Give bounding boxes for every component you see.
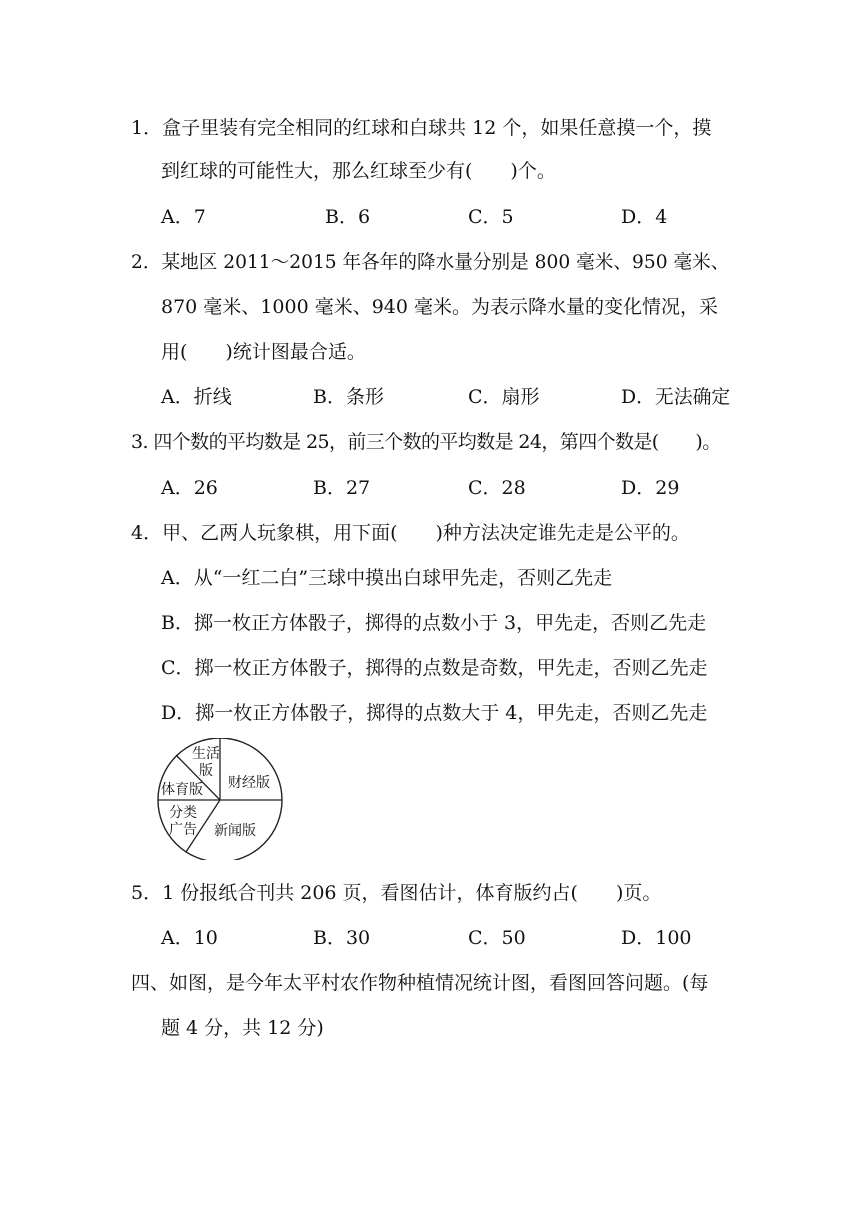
q3-option-c: C．28	[468, 477, 526, 499]
pie-label-news: 新闻版	[214, 823, 256, 839]
pie-label-life-2: 版	[199, 763, 213, 779]
newspaper-pie-figure	[156, 738, 286, 860]
q2-text-line2: 870 毫米、1000 毫米、940 毫米。为表示降水量的变化情况，采	[161, 296, 719, 318]
q1-option-d: D．4	[621, 206, 668, 228]
section4-heading-line1: 四、如图，是今年太平村农作物种植情况统计图，看图回答问题。(每	[131, 972, 709, 994]
q1-text-line1: 1．盒子里装有完全相同的红球和白球共 12 个，如果任意摸一个，摸	[131, 117, 712, 139]
q2-option-a: A．折线	[161, 386, 232, 408]
q4-option-b: B．掷一枚正方体骰子，掷得的点数小于 3，甲先走，否则乙先走	[161, 612, 707, 634]
q3-option-a: A．26	[161, 477, 218, 499]
q3-text-line1: 3. 四个数的平均数是 25，前三个数的平均数是 24，第四个数是( )。	[131, 431, 721, 453]
pie-label-finance: 财经版	[228, 775, 270, 791]
q5-option-c: C．50	[468, 927, 526, 949]
q2-option-b: B．条形	[313, 386, 384, 408]
q5-option-b: B．30	[313, 927, 371, 949]
q1-option-a: A．7	[161, 206, 206, 228]
q1-option-c: C．5	[468, 206, 514, 228]
q1-option-b: B．6	[325, 206, 371, 228]
q5-text-line1: 5．1 份报纸合刊共 206 页，看图估计，体育版约占( )页。	[131, 882, 662, 904]
pie-label-ads-1: 分类	[169, 805, 197, 821]
q4-option-d: D．掷一枚正方体骰子，掷得的点数大于 4，甲先走，否则乙先走	[161, 702, 708, 724]
q2-text-line1: 2．某地区 2011～2015 年各年的降水量分别是 800 毫米、950 毫米、	[131, 251, 730, 273]
q1-text-line2: 到红球的可能性大，那么红球至少有( )个。	[161, 160, 556, 182]
pie-label-ads-2: 广告	[169, 822, 197, 838]
pie-label-life-1: 生活	[192, 746, 220, 762]
q2-text-line3: 用( )统计图最合适。	[161, 341, 366, 363]
q4-option-c: C．掷一枚正方体骰子，掷得的点数是奇数，甲先走，否则乙先走	[161, 657, 708, 679]
q3-option-d: D．29	[621, 477, 680, 499]
q2-option-c: C．扇形	[468, 386, 540, 408]
q2-option-d: D．无法确定	[621, 386, 731, 408]
pie-label-sports: 体育版	[161, 782, 203, 798]
q4-option-a: A．从“一红二白”三球中摸出白球甲先走，否则乙先走	[161, 567, 613, 589]
q3-option-b: B．27	[313, 477, 371, 499]
section4-heading-line2: 题 4 分，共 12 分)	[161, 1017, 324, 1039]
q5-option-a: A．10	[161, 927, 218, 949]
q5-option-d: D．100	[621, 927, 692, 949]
q4-text-line1: 4．甲、乙两人玩象棋，用下面( )种方法决定谁先走是公平的。	[131, 522, 690, 544]
